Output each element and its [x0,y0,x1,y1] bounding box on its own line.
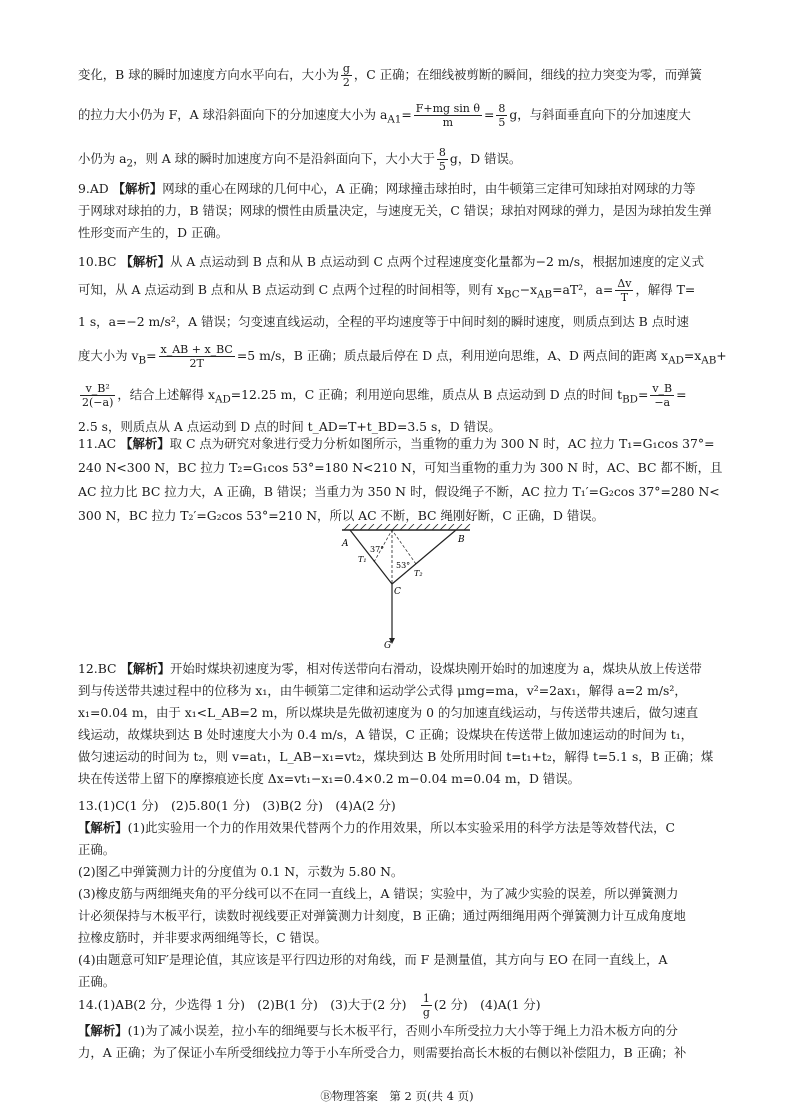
q13-head: 13.(1)C(1 分) (2)5.80(1 分) (3)B(2 分) (4)A(2 分) [78,798,396,813]
q10-line6: 2.5 s，则质点从 A 点运动到 D 点的时间 t_AD=T+t_BD=3.5 s，D 错误。 [78,419,501,435]
q13-line3: (2)图乙中弹簧测力计的分度值为 0.1 N，示数为 5.80 N。 [78,864,404,879]
dashed-helper-2 [392,530,416,564]
rope-ac [350,530,392,584]
ceiling-hatching [344,524,470,530]
q9-line1: 9.AD 【解析】网球的重心在网球的几何中心，A 正确；网球撞击球拍时，由牛顿第三定律可知球拍对网球的力等 [78,181,696,196]
q10-block [78,248,730,441]
q13-line5: 计必须保持与木板平行，读数时视线要正对弹簧测力计刻度，B 正确；通过两细绳用两个弹簧测力计互成角度地 [78,908,686,923]
q11-block [78,432,730,528]
q8-block [78,60,730,179]
q10-line3: 1 s，a=−2 m/s²，A 错误；匀变速直线运动，全程的平均速度等于中间时刻的瞬时速度，则质点到达 B 点时速 [78,314,689,330]
q13-line4: (3)橡皮筋与两细绳夹角的平分线可以不在同一直线上，A 错误；实验中，为了减少实验的误差，所以弹簧测力 [78,886,679,901]
q12-line4: 线运动，故煤块到达 B 处时速度大小为 0.4 m/s，A 错误，C 正确；设煤块在传送带上做加速运动的时间为 t₁， [78,727,694,742]
q14-block [78,990,730,1064]
q12-line5: 做匀速运动的时间为 t₂，则 v=at₁，L_AB−x₁=vt₂，煤块到达 B 处所用时间 t=t₁+t₂，解得 t=5.1 s，B 正确；煤 [78,749,714,764]
q10-line1: 10.BC 【解析】从 A 点运动到 B 点和从 B 点运动到 C 点两个过程速度变化量都为−2 m/s，根据加速度的定义式 [78,254,704,269]
q10-line2: 可知，从 A 点运动到 B 点和从 B 点运动到 C 点两个过程的时间相等，则有 $x_{BC}-x_{AB}=aT^2$，a= $\frac{\Delta v}{T}$ ，解得 T= [78,277,696,304]
rope-bc [392,530,456,584]
label-g: G [384,641,392,651]
q14-line2: 力，A 正确；为了保证小车所受细线拉力等于小车所受合力，则需要抬高长木板的右侧以补偿阻力，B 正确；补 [78,1045,687,1060]
q12-line6: 块在传送带上留下的摩擦痕迹长度 Δx=vt₁−x₁=0.4×0.2 m−0.04 m=0.04 m，D 错误。 [78,771,581,786]
q11-line4: 300 N，BC 拉力 T₂′=G₂cos 53°=210 N，所以 AC 不断，BC 绳刚好断，C 正确，D 错误。 [78,508,605,523]
fraction: $\frac{x\_AB + x\_BC}{2T}$ [160,343,233,371]
q10-line4: 度大小为 $v_B=$ $\frac{x\_AB + x\_BC}{2T}$ =5 m/s，B 正确；质点最后停在 D 点，利用逆向思维，A、D 两点间的距离 $x_{AD}=x_{AB}+$ [78,343,727,371]
q13-line2: 正确。 [78,842,116,857]
q12-line1: 12.BC 【解析】开始时煤块初速度为零，相对传送带向右滑动，设煤块刚开始时的加速度为 a，煤块从放上传送带 [78,661,702,676]
fraction: $\frac{g}{2}$ [342,62,350,89]
fraction: $\frac{1}{g}$ [422,992,430,1019]
q13-line6: 拉橡皮筋时，并非要求两细绳等长，C 错误。 [78,930,327,945]
q8-line2: 的拉力大小仍为 F，A 球沿斜面向下的分加速度大小为 $a_{A1}=$ $\frac{\text{F+mg sin θ}}{m}$ = $\frac{8}{5}$ g，与斜面垂直向下的分加速度大 [78,102,691,129]
page-footer: Ⓑ物理答案 第 2 页(共 4 页) [320,1089,474,1103]
fraction: $\frac{v\_B}{-a}$ [652,381,673,409]
q11-line3: AC 拉力比 BC 拉力大，A 正确，B 错误；当重力为 350 N 时，假设绳子不断，AC 拉力 T₁′=G₂cos 37°=280 N< [78,484,720,499]
fraction: $\frac{\text{F+mg sin θ}}{m}$ [415,102,480,129]
q12-line3: x₁=0.04 m，由于 x₁<L_AB=2 m，所以煤块是先做初速度为 0 的匀加速直线运动，与传送带共速后，做匀速直 [78,705,699,720]
q10-line5: $\frac{\text{v\_B²}}{2(-a)}$ ，结合上述解得 $x_{AD}=12.25$ m，C 正确；利用逆向思维，质点从 B 点运动到 D 点的时间 $t_{BD}=$ $\frac{v\_B}{-a}$ = [82,381,687,409]
label-angle-53: 53° [396,561,411,570]
fraction: $\frac{\Delta v}{T}$ [617,277,632,304]
q13-line8: 正确。 [78,974,116,989]
q9-line2: 于网球对球拍的力，B 错误；网球的惯性由质量决定，与速度无关，C 错误；球拍对网球的弹力，是因为球拍发生弹 [78,203,712,218]
q14-line1: 【解析】(1)为了减小误差，拉小车的细绳要与长木板平行，否则小车所受拉力大小等于绳上力沿木板方向的分 [78,1023,678,1038]
label-a: A [342,539,349,549]
q12-block [78,658,730,790]
q9-block [78,178,730,244]
q9-line3: 性形变而产生的，D 正确。 [78,225,229,240]
fraction: $\frac{\text{v\_B²}}{2(-a)}$ [82,381,114,409]
fraction: $\frac{8}{5}$ [498,102,506,129]
q8-line3: 小仍为 $a_2$，则 A 球的瞬时加速度方向不是沿斜面向下，大小大于 $\frac{8}{5}$ g，D 错误。 [78,146,522,174]
q13-line7: (4)由题意可知F′是理论值，其应该是平行四边形的对角线，而 F 是测量值，其方向与 EO 在同一直线上，A [78,952,668,967]
label-t1: T₁ [358,555,367,564]
q14-head: 14.(1)AB(2 分，少选得 1 分) (2)B(1 分) (3)大于(2 分) $\frac{1}{g}$ (2 分) (4)A(1 分) [78,992,541,1019]
label-c: C [394,587,401,597]
fraction: $\frac{8}{5}$ [438,146,446,174]
q11-line1: 11.AC 【解析】取 C 点为研究对象进行受力分析如图所示，当重物的重力为 300 N 时，AC 拉力 T₁=G₁cos 37°= [78,436,715,451]
q13-line1: 【解析】(1)此实验用一个力的作用效果代替两个力的作用效果，所以本实验采用的科学方法是等效替代法，C [78,820,676,835]
label-t2: T₂ [414,569,423,578]
q11-line2: 240 N<300 N，BC 拉力 T₂=G₁cos 53°=180 N<210 N，可知当重物的重力为 300 N 时，AC、BC 都不断，且 [78,460,723,475]
force-diagram [336,524,476,652]
label-angle-37: 37° [370,545,385,554]
q12-line2: 到与传送带共速过程中的位移为 x₁，由牛顿第二定律和运动学公式得 μmg=ma，v²=2ax₁，解得 a=2 m/s²， [78,683,687,698]
q13-block [78,795,730,993]
label-b: B [458,535,465,545]
q8-line1: 变化，B 球的瞬时加速度方向水平向右，大小为 $\frac{g}{2}$ ，C 正确；在细线被剪断的瞬间，细线的拉力突变为零，而弹簧 [78,62,702,89]
